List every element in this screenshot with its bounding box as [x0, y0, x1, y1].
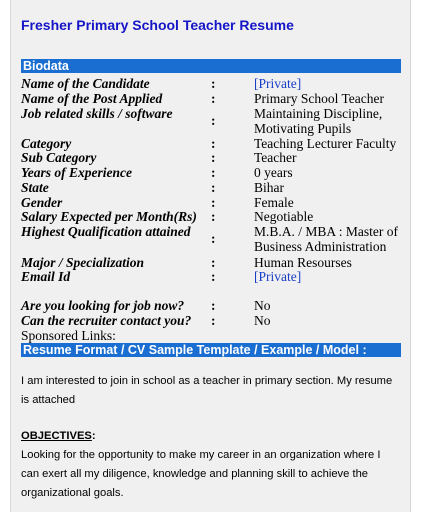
biodata-row [21, 76, 406, 91]
biodata-colon: : [211, 298, 216, 313]
biodata-value: Female [254, 195, 294, 210]
biodata-colon: : [211, 313, 216, 328]
resume-document [10, 0, 411, 512]
biodata-label: Highest Qualification attained [21, 224, 191, 239]
biodata-value: No [254, 313, 271, 328]
biodata-colon: : [211, 209, 216, 224]
biodata-value: Teaching Lecturer Faculty [254, 136, 397, 151]
document-title: Fresher Primary School Teacher Resume [21, 17, 294, 33]
biodata-value: Primary School Teacher [254, 91, 385, 106]
biodata-row [21, 195, 406, 210]
biodata-colon: : [211, 165, 216, 180]
sponsored-links-label: Sponsored Links: [21, 328, 116, 343]
biodata-row [21, 209, 406, 224]
biodata-value: Negotiable [254, 209, 314, 224]
biodata-value: Maintaining Discipline, Motivating Pupils [254, 106, 383, 136]
biodata-heading-bar: Biodata [21, 59, 401, 73]
biodata-label: Name of the Candidate [21, 76, 150, 91]
objectives-paragraph: Looking for the opportunity to make my career in an organization where I can exert all my diligence, knowledge and planning skill to achieve the organizational goals. [21, 449, 381, 499]
biodata-label: Name of the Post Applied [21, 91, 163, 106]
intro-paragraph: I am interested to join in school as a teacher in primary section. My resume is attached [21, 375, 393, 406]
biodata-colon: : [211, 255, 216, 270]
biodata-value-private: [Private] [254, 76, 302, 91]
biodata-value: 0 years [254, 165, 293, 180]
biodata-colon: : [211, 180, 216, 195]
biodata-label: Years of Experience [21, 165, 132, 180]
biodata-value: Bihar [254, 180, 284, 195]
objectives-heading [21, 427, 401, 446]
biodata-label: Major / Specialization [21, 255, 145, 270]
resume-format-heading-bar: Resume Format / CV Sample Template / Example / Model : [21, 343, 401, 357]
biodata-row [21, 150, 406, 165]
biodata-colon: : [211, 231, 216, 246]
biodata-row [21, 255, 406, 270]
objectives-heading-text: OBJECTIVES [21, 430, 92, 442]
biodata-label: Job related skills / software [21, 106, 173, 121]
biodata-label: Category [21, 136, 72, 151]
biodata-row [21, 224, 406, 254]
biodata-row [21, 313, 406, 328]
biodata-label: State [21, 180, 49, 195]
biodata-row [21, 269, 406, 284]
biodata-label: Gender [21, 195, 63, 210]
biodata-value: No [254, 298, 271, 313]
biodata-row [21, 136, 406, 151]
biodata-value: Human Resourses [254, 255, 352, 270]
biodata-row [21, 180, 406, 195]
biodata-colon: : [211, 136, 216, 151]
objectives-heading-colon: : [91, 430, 96, 442]
biodata-colon: : [211, 91, 216, 106]
biodata-value: Teacher [254, 150, 297, 165]
biodata-colon: : [211, 76, 216, 91]
biodata-label: Sub Category [21, 150, 97, 165]
biodata-label: Salary Expected per Month(Rs) [21, 209, 197, 224]
biodata-row [21, 106, 406, 136]
biodata-colon: : [211, 150, 216, 165]
biodata-row [21, 91, 406, 106]
biodata-row [21, 165, 406, 180]
biodata-value: M.B.A. / MBA : Master of Business Administration [254, 224, 399, 254]
biodata-value-private: [Private] [254, 269, 302, 284]
biodata-label: Email Id [21, 269, 71, 284]
biodata-label: Can the recruiter contact you? [21, 313, 192, 328]
biodata-colon: : [211, 269, 216, 284]
biodata-row [21, 298, 406, 313]
biodata-label: Are you looking for job now? [21, 298, 185, 313]
biodata-colon: : [211, 195, 216, 210]
biodata-colon: : [211, 113, 216, 128]
